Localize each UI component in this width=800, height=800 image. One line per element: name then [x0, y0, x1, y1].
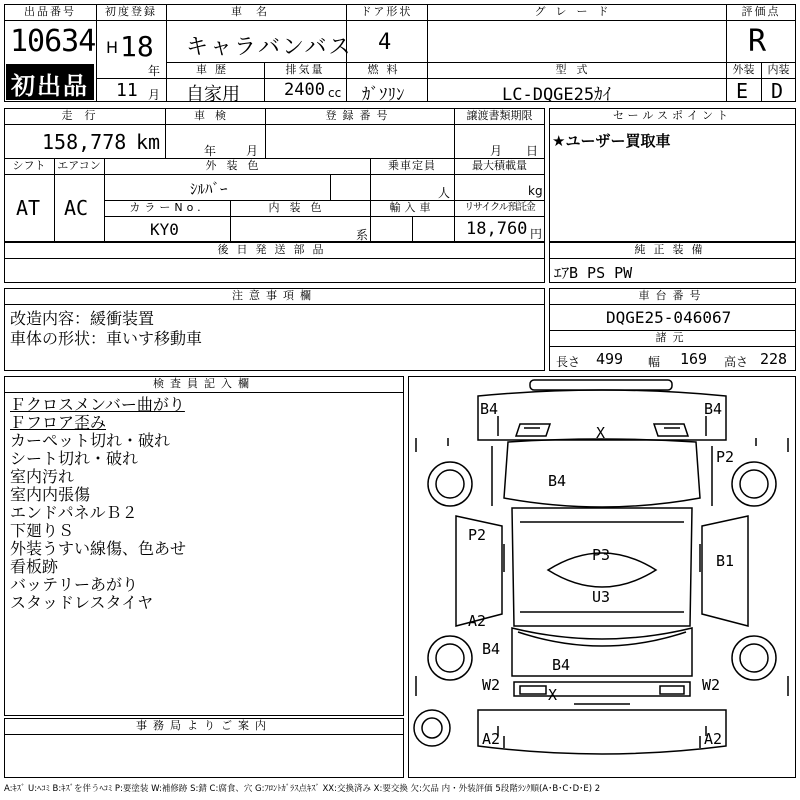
import-label: 輸入車 — [389, 201, 435, 214]
color-no-value: KY0 — [150, 220, 179, 239]
diagram-mark: P2 — [716, 448, 735, 466]
length-value: 499 — [596, 350, 624, 368]
capacity-label: 乗車定員 — [388, 159, 436, 172]
diagram-mark: A2 — [704, 730, 723, 748]
model-value: LC-DQGE25ｶｲ — [502, 85, 612, 105]
diagram-mark: B4 — [482, 640, 501, 658]
inspector-line: カーペット切れ・破れ — [10, 431, 171, 450]
first-listing-text: 初出品 — [11, 72, 89, 100]
recycle-value: 18,760 — [466, 219, 528, 239]
transfer-day-unit: 日 — [526, 144, 539, 158]
inspector-line: シート切れ・破れ — [10, 449, 139, 468]
ext-grade-label: 外装 — [732, 63, 755, 76]
inspector-line: 看板跡 — [10, 557, 59, 576]
legend-text: A:ｷｽﾞ U:ﾍｺﾐ B:ｷｽﾞを伴うﾍｺﾐ P:要塗装 W:補修跡 S:錆 C:腐食、穴 G:ﾌﾛﾝﾄｶﾞﾗｽ点ｷｽﾞ XX:交換済み X:要交換 欠:欠品 内・外装評価 5段階ﾗﾝｸ順(A･B･C･D･E) 2 — [4, 784, 601, 794]
inspector-line: バッテリーあがり — [10, 575, 139, 594]
mileage-label: 走行 — [61, 109, 108, 122]
int-color-label: 内装色 — [268, 201, 332, 214]
inspector-line: Ｆクロスメンバー曲がり — [10, 395, 185, 414]
length-label: 長さ — [556, 355, 581, 369]
int-grade-value: D — [771, 79, 784, 103]
era: H — [106, 38, 119, 57]
inspector-line: 外装うすい線傷、色あせ — [10, 539, 187, 558]
diagram-mark: B4 — [552, 656, 571, 674]
diagram-mark: B4 — [704, 400, 723, 418]
model-label: 型式 — [555, 63, 598, 76]
inspector-line: Ｆフロア歪み — [10, 413, 107, 432]
notes-line-1: 改造内容：緩衝装置 — [10, 309, 155, 328]
diagram-mark: W2 — [702, 676, 721, 694]
ext-grade-value: E — [736, 79, 749, 103]
diagram-mark: X — [596, 424, 606, 442]
load-label: 最大積載量 — [472, 159, 527, 172]
later-parts-label: 後日発送部品 — [217, 243, 332, 256]
inspector-line: エンドパネルＢ２ — [10, 503, 138, 522]
lot-no-label: 出品番号 — [24, 5, 76, 18]
ext-color-label: 外装色 — [205, 159, 269, 172]
diagram-mark: A2 — [468, 612, 487, 630]
inspector-line: 室内内張傷 — [10, 485, 91, 504]
int-color-unit: 系 — [356, 228, 369, 242]
inspection-year-unit: 年 — [204, 144, 217, 158]
history-label: 車歴 — [196, 63, 234, 76]
reg-year: 18 — [120, 30, 154, 63]
diagram-mark: B4 — [548, 472, 567, 490]
fuel-label: 燃料 — [367, 63, 406, 76]
chassis-number: DQGE25-046067 — [606, 308, 732, 327]
diagram-mark: X — [548, 686, 558, 704]
equipment-label: 純正装備 — [634, 243, 711, 256]
car-name: キャラバンバス — [186, 35, 353, 60]
displacement-unit: cc — [328, 86, 342, 100]
equipment-text: ｴｱB PS PW — [554, 264, 633, 282]
width-label: 幅 — [648, 355, 661, 369]
shift-value: AT — [16, 196, 41, 220]
load-unit: kg — [528, 184, 543, 198]
door-label: ドア形状 — [360, 5, 413, 18]
fuel-value: ｶﾞｿﾘﾝ — [362, 85, 405, 105]
diagram-mark: P2 — [468, 526, 487, 544]
sales-frame — [549, 108, 796, 242]
name-label: 車名 — [231, 5, 281, 18]
office-label: 事務局よりご案内 — [136, 719, 272, 732]
ac-value: AC — [64, 196, 89, 220]
color-no-label: カラーNo. — [129, 201, 205, 214]
specs-frame — [4, 108, 545, 242]
car-diagram — [408, 376, 796, 778]
transfer-month-unit: 月 — [490, 144, 503, 158]
score-value: R — [748, 24, 767, 59]
diagram-mark: B1 — [716, 552, 735, 570]
diagram-mark: A2 — [482, 730, 501, 748]
displacement-value: 2400 — [284, 80, 325, 100]
diagram-mark: B4 — [480, 400, 499, 418]
door-count: 4 — [378, 30, 392, 55]
inspector-line: 下廻りＳ — [10, 521, 75, 540]
inspection-month-unit: 月 — [246, 144, 259, 158]
sales-text: ★ユーザー買取車 — [552, 132, 671, 150]
ac-label: エアコン — [57, 159, 101, 172]
notes-label: 注意事項欄 — [232, 289, 317, 302]
height-label: 高さ — [724, 355, 749, 369]
inspection-label: 車検 — [194, 109, 236, 122]
shift-label: シフト — [12, 159, 46, 172]
chassis-label: 車台番号 — [638, 289, 707, 302]
score-label: 評価点 — [741, 5, 781, 18]
displacement-label: 排気量 — [285, 63, 325, 76]
capacity-unit: 人 — [438, 186, 451, 200]
history-value: 自家用 — [186, 84, 240, 105]
inspector-line: 室内汚れ — [10, 467, 75, 486]
year-unit: 年 — [148, 64, 161, 78]
int-grade-label: 内装 — [767, 63, 790, 76]
width-value: 169 — [680, 350, 708, 368]
reg-label: 初度登録 — [105, 5, 157, 18]
grade-label: グレード — [534, 5, 619, 18]
diagram-mark: W2 — [482, 676, 501, 694]
ext-color-value: ｼﾙﾊﾞｰ — [190, 180, 228, 198]
transfer-label: 譲渡書類期限 — [466, 109, 533, 122]
mileage-unit: km — [136, 130, 161, 154]
reg-no-label: 登録番号 — [325, 109, 394, 122]
inspector-notes — [10, 396, 186, 612]
sales-label: セールスポイント — [612, 109, 732, 122]
dims-label: 諸元 — [655, 331, 690, 344]
mileage-value: 158,778 — [42, 130, 127, 154]
height-value: 228 — [760, 350, 788, 368]
lot-number: 10634 — [10, 24, 96, 59]
inspector-label: 検査員記入欄 — [153, 377, 255, 390]
inspector-line: スタッドレスタイヤ — [10, 593, 154, 612]
notes-line-2: 車体の形状：車いす移動車 — [10, 329, 203, 348]
recycle-label: リサイクル預託金 — [464, 202, 535, 213]
diagram-mark: U3 — [592, 588, 611, 606]
diagram-mark: P3 — [592, 546, 611, 564]
month-unit: 月 — [148, 88, 161, 102]
reg-month: 11 — [116, 80, 138, 101]
recycle-unit: 円 — [530, 227, 543, 241]
